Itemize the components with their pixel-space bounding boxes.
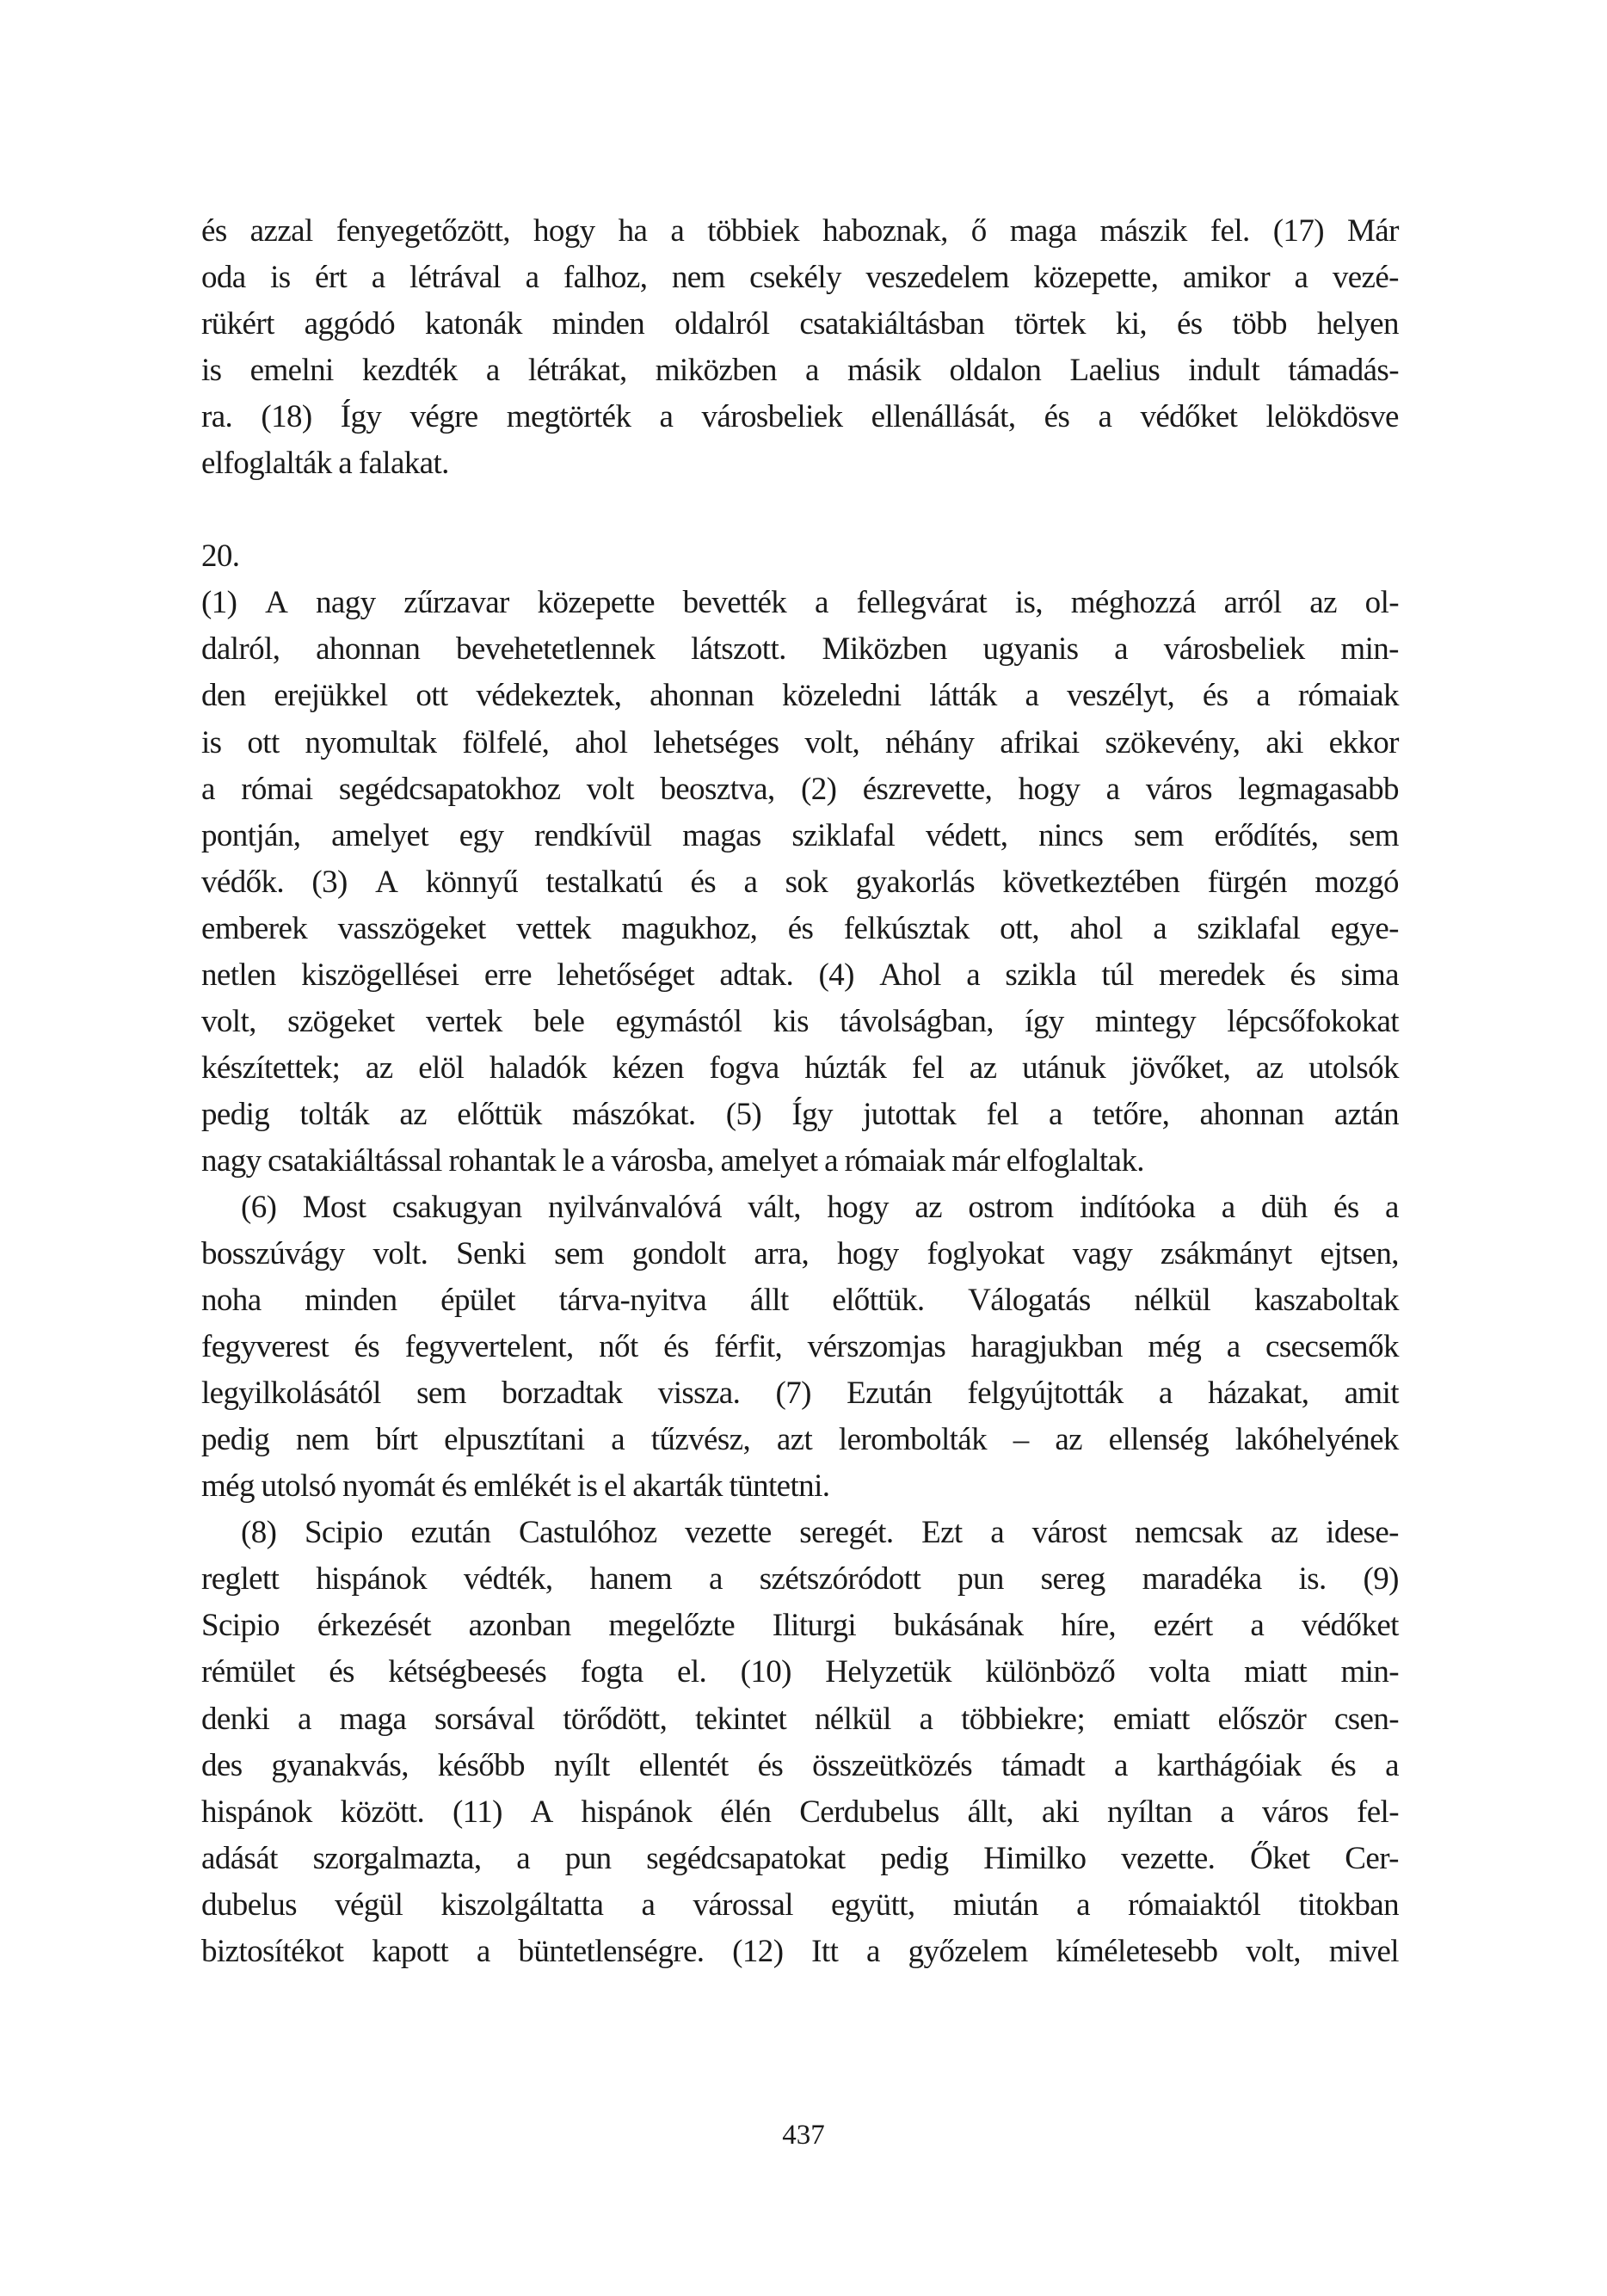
- text-line: legyilkolásától sem borzadtak vissza. (7) Ezután felgyújtották a házakat, amit: [201, 1376, 1399, 1412]
- text-line: ra. (18) Így végre megtörték a városbeliek ellenállását, és a védőket lelökdösve: [201, 399, 1399, 435]
- page-number: 437: [782, 2120, 825, 2151]
- text-line: rükért aggódó katonák minden oldalról csatakiáltásban törtek ki, és több helyen: [201, 306, 1399, 342]
- text-line: nagy csatakiáltással rohantak le a városba, amelyet a rómaiak már elfoglaltak.: [201, 1142, 1144, 1179]
- text-line: is emelni kezdték a létrákat, miközben a másik oldalon Laelius indult támadás-: [201, 353, 1399, 389]
- text-line: is ott nyomultak fölfelé, ahol lehetséges volt, néhány afrikai szökevény, aki ekkor: [201, 724, 1399, 760]
- text-line: biztosítékot kapott a büntetlenségre. (12) Itt a győzelem kíméletesebb volt, mivel: [201, 1933, 1399, 1969]
- blank-line: [201, 487, 1399, 533]
- text-line: bosszúvágy volt. Senki sem gondolt arra, hogy foglyokat vagy zsákmányt ejtsen,: [201, 1236, 1399, 1272]
- text-line: oda is ért a létrával a falhoz, nem csekély veszedelem közepette, amikor a vezé-: [201, 260, 1399, 296]
- text-line: a római segédcsapatokhoz volt beosztva, (2) észrevette, hogy a város legmagasabb: [201, 771, 1399, 807]
- text-line: adását szorgalmazta, a pun segédcsapatokat pedig Himilko vezette. Őket Cer-: [201, 1840, 1399, 1876]
- body-text: [201, 208, 1399, 1975]
- text-line: pontján, amelyet egy rendkívül magas sziklafal védett, nincs sem erődítés, sem: [201, 817, 1399, 853]
- text-line: des gyanakvás, később nyílt ellentét és összeütközés támadt a karthágóiak és a: [201, 1747, 1399, 1783]
- text-line: védők. (3) A könnyű testalkatú és a sok gyakorlás következtében fürgén mozgó: [201, 864, 1399, 900]
- text-line: pedig nem bírt elpusztítani a tűzvész, azt lerombolták – az ellenség lakóhelyének: [201, 1422, 1399, 1458]
- text-line: denki a maga sorsával törődött, tekintet nélkül a többiekre; emiatt először csen-: [201, 1701, 1399, 1737]
- text-line: volt, szögeket vertek bele egymástól kis távolságban, így mintegy lépcsőfokokat: [201, 1003, 1399, 1039]
- text-line: és azzal fenyegetőzött, hogy ha a többiek haboznak, ő maga mászik fel. (17) Már: [201, 213, 1399, 249]
- text-line: Scipio érkezését azonban megelőzte Iliturgi bukásának híre, ezért a védőket: [201, 1608, 1399, 1644]
- text-line: noha minden épület tárva-nyitva állt előttük. Válogatás nélkül kaszaboltak: [201, 1283, 1399, 1319]
- text-line: dubelus végül kiszolgáltatta a várossal együtt, miután a rómaiaktól titokban: [201, 1887, 1399, 1923]
- section-heading: 20.: [201, 539, 240, 575]
- text-line: netlen kiszögellései erre lehetőséget adtak. (4) Ahol a szikla túl meredek és sima: [201, 957, 1399, 993]
- paragraph-start-line: (8) Scipio ezután Castulóhoz vezette seregét. Ezt a várost nemcsak az idese-: [241, 1515, 1399, 1551]
- text-line: emberek vasszögeket vettek magukhoz, és felkúsztak ott, ahol a sziklafal egye-: [201, 910, 1399, 946]
- text-line: (1) A nagy zűrzavar közepette bevették a fellegvárat is, méghozzá arról az ol-: [201, 585, 1399, 621]
- text-line: pedig tolták az előttük mászókat. (5) Így jutottak fel a tetőre, ahonnan aztán: [201, 1096, 1399, 1132]
- text-line: rémület és kétségbeesés fogta el. (10) Helyzetük különböző volta miatt min-: [201, 1654, 1399, 1690]
- text-line: den erejükkel ott védekeztek, ahonnan közeledni látták a veszélyt, és a rómaiak: [201, 678, 1399, 714]
- text-line: fegyverest és fegyvertelent, nőt és férfit, vérszomjas haragjukban még a csecsemők: [201, 1329, 1399, 1365]
- text-line: még utolsó nyomát és emlékét is el akarták tüntetni.: [201, 1468, 830, 1505]
- text-line: reglett hispánok védték, hanem a szétszóródott pun sereg maradéka is. (9): [201, 1561, 1399, 1597]
- text-line: dalról, ahonnan bevehetetlennek látszott. Miközben ugyanis a városbeliek min-: [201, 631, 1399, 668]
- paragraph-start-line: (6) Most csakugyan nyilvánvalóvá vált, hogy az ostrom indítóoka a düh és a: [241, 1189, 1399, 1225]
- text-line: készítettek; az elöl haladók kézen fogva húzták fel az utánuk jövőket, az utolsók: [201, 1050, 1399, 1086]
- text-line: hispánok között. (11) A hispánok élén Cerdubelus állt, aki nyíltan a város fel-: [201, 1794, 1399, 1830]
- text-line: elfoglalták a falakat.: [201, 446, 449, 482]
